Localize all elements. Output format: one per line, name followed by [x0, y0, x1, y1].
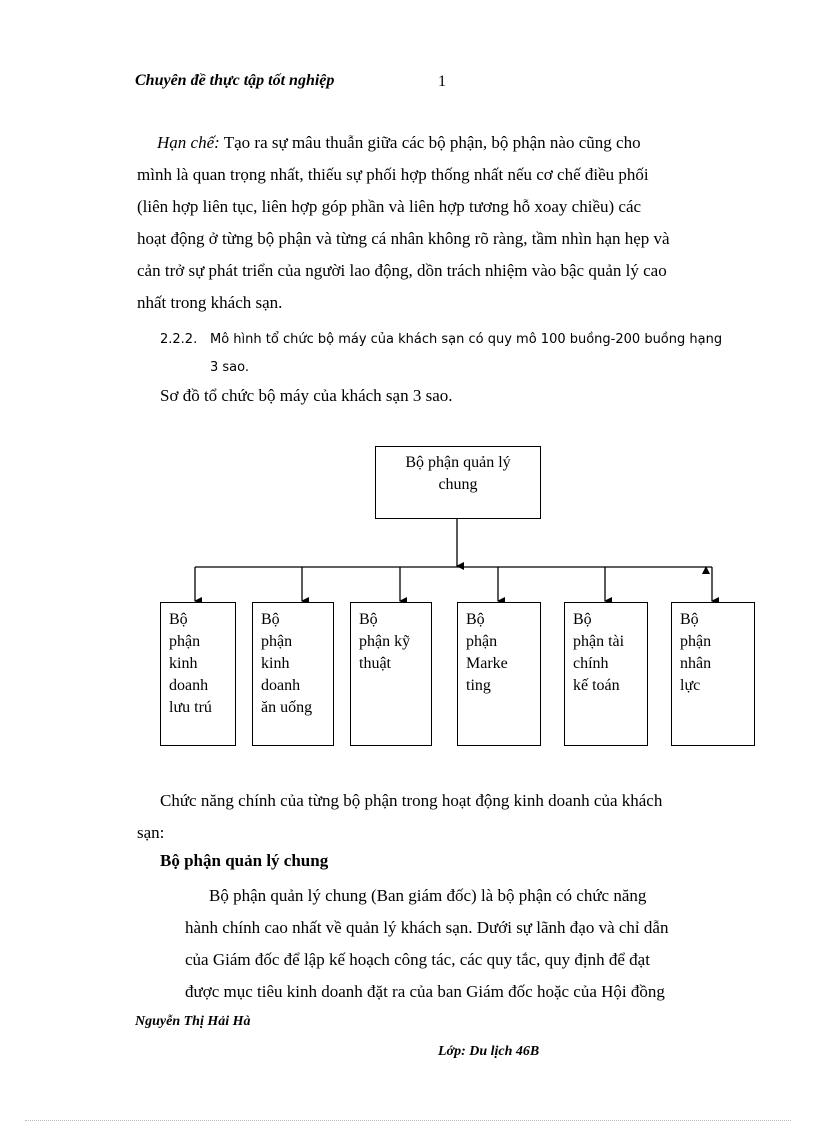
paragraph-functions-intro	[137, 785, 747, 849]
org-box-food-beverage: Bộ phận kinh doanh ăn uống	[252, 602, 334, 746]
paragraph-line: sạn:	[137, 823, 165, 842]
header-title: Chuyên đề thực tập tốt nghiệp	[135, 72, 335, 89]
paragraph-line: hoạt động ở từng bộ phận và từng cá nhân không rõ ràng, tầm nhìn hạn hẹp và	[137, 229, 670, 248]
section-number: 2.2.2.	[160, 332, 198, 347]
footer-class: Lớp: Du lịch 46B	[438, 1044, 540, 1059]
section-title-line1: Mô hình tổ chức bộ máy của khách sạn có quy mô 100 buồng-200 buồng hạng	[210, 332, 723, 347]
paragraph-line: hành chính cao nhất về quản lý khách sạn. Dưới sự lãnh đạo và chỉ dẫn	[185, 918, 669, 937]
paragraph-line: được mục tiêu kinh doanh đặt ra của ban Giám đốc hoặc của Hội đồng	[185, 982, 665, 1001]
paragraph-line: Bộ phận quản lý chung (Ban giám đốc) là bộ phận có chức năng	[209, 886, 647, 905]
page-number: 1	[438, 73, 446, 90]
paragraph-line: nhất trong khách sạn.	[137, 293, 283, 312]
org-box-finance: Bộ phận tài chính kế toán	[564, 602, 648, 746]
org-box-technical: Bộ phận kỹ thuật	[350, 602, 432, 746]
org-box-line: Bộ phận quản lý	[405, 454, 511, 471]
paragraph-line: cản trở sự phát triển của người lao động, dồn trách nhiệm vào bậc quản lý cao	[137, 261, 667, 280]
limitations-label: Hạn chế:	[157, 133, 220, 152]
section-heading-general-management: Bộ phận quản lý chung	[160, 851, 329, 870]
diagram-title: Sơ đồ tổ chức bộ máy của khách sạn 3 sao.	[160, 386, 453, 405]
paragraph-line: Hạn chế: Tạo ra sự mâu thuẫn giữa các bộ phận, bộ phận nào cũng cho	[157, 133, 641, 152]
section-title-line2: 3 sao.	[210, 360, 249, 375]
paragraph-line: Chức năng chính của từng bộ phận trong hoạt động kinh doanh của khách	[160, 791, 663, 810]
org-box-line: chung	[438, 476, 478, 493]
paragraph-line: (liên hợp liên tục, liên hợp góp phần và liên hợp tương hỗ xoay chiều) các	[137, 197, 642, 216]
org-box-marketing: Bộ phận Marke ting	[457, 602, 541, 746]
paragraph-line: mình là quan trọng nhất, thiếu sự phối hợp thống nhất nếu cơ chế điều phối	[137, 165, 649, 184]
paragraph-line: của Giám đốc để lập kế hoạch công tác, các quy tắc, quy định để đạt	[185, 950, 650, 969]
org-box-human-resources: Bộ phận nhân lực	[671, 602, 755, 746]
org-box-general-management	[375, 446, 541, 519]
page-bottom-border	[25, 1120, 791, 1121]
paragraph-general-management	[185, 880, 765, 1008]
org-box-accommodation: Bộ phận kinh doanh lưu trú	[160, 602, 236, 746]
footer-author: Nguyễn Thị Hải Hà	[135, 1014, 251, 1029]
